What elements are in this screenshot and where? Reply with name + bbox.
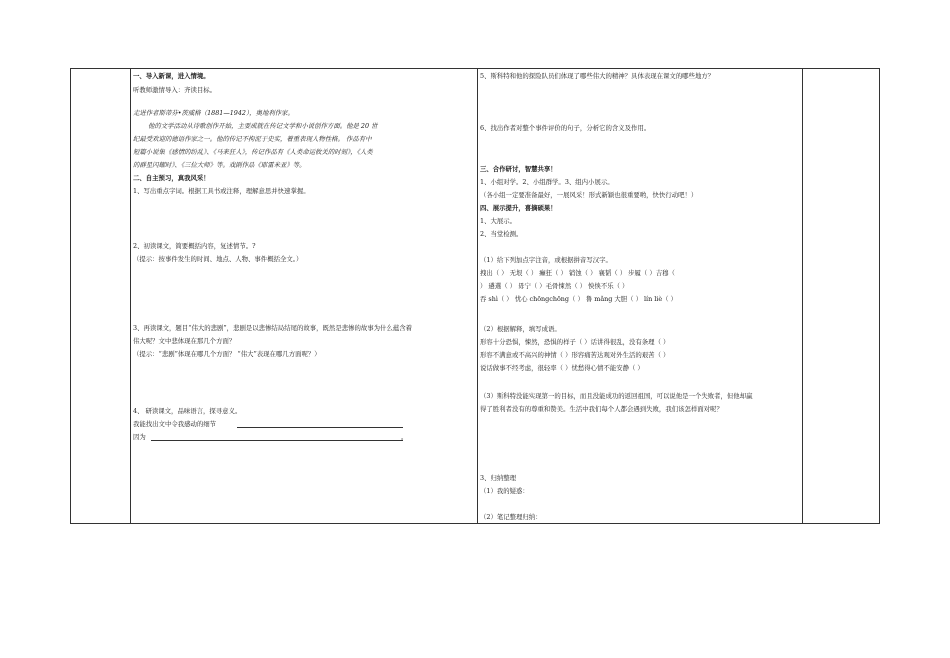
fill-in-line: 因为 — [133, 433, 146, 441]
author-intro: 的群星闪耀时》、《三位大师》等。戏剧作品《耶雷米亚》等。 — [133, 161, 306, 169]
exercise-text: 吞 shì（ ） 忧心 chōngchōng（ ） 鲁 mǎng 大胆（ ） lín liè（ ） — [480, 295, 677, 303]
fill-in-line-end: 。 — [401, 433, 408, 441]
answer-blank[interactable] — [237, 427, 403, 428]
text-line: （2）笔记整理归纳： — [480, 513, 542, 521]
exercise-text: ） 遴選（ ） 毋宁（ ）毛骨悚然（ ） 怏怏不乐（ ） — [480, 282, 629, 290]
exercise-text: （1）给下列加点字注音，或根据拼音写汉字。 — [480, 256, 612, 264]
answer-blank[interactable] — [151, 440, 403, 441]
exercise-text: 拽出（ ） 无垠（ ） 癫狂（ ） 销蚀（ ） 襄韬（ ） 步履（ ）吉穆（ — [480, 269, 675, 277]
text-line: （1）我的疑惑： — [480, 487, 529, 495]
exercise-text: 得了胜利者没有的尊重和赞美。生活中我们每个人都会遇到失败，我们该怎样面对呢？ — [480, 405, 723, 413]
exercise-text: 形容不满意或不高兴的神情（ ）形容痛苦达观对外生活的艰苦（ ） — [480, 351, 670, 359]
question-text: 1、写出重点字词。根据工具书或注释，理解意思并快速掌握。 — [133, 187, 310, 195]
column-divider — [802, 69, 803, 523]
column-divider — [477, 69, 478, 523]
author-intro: 短篇小说集《感情的纷乱》、《马来狂人》，传记作品有《人类命运攸关的时刻》，《人类 — [133, 148, 373, 156]
question-text: 5、斯科特和他的探险队员们体现了哪些伟大的精神？具体表现在课文的哪些地方？ — [480, 72, 715, 80]
text-line: 听教师激情导入：齐读目标。 — [133, 86, 217, 94]
exercise-text: 说话做事不经考虑，很轻率（ ）忧愁得心情不能安静（ ） — [480, 364, 644, 372]
hint-text: （提示：“悲剧”体现在哪几个方面？ “伟大”表现在哪几方面呢？） — [133, 350, 321, 358]
author-intro: 他的文学活动从诗歌创作开始，主要成就在传记文学和小说创作方面。他是 20 世 — [148, 122, 378, 130]
left-content-column — [133, 69, 475, 523]
exercise-text: 形容十分恐惧，悚然，恐惧的样子（ ）话讲得很乱，没有条理（ ） — [480, 338, 670, 346]
text-line: 1、大展示。 — [480, 217, 517, 225]
fill-in-line: 我能找出文中令我感动的细节 — [133, 420, 217, 428]
lesson-plan-table — [70, 68, 880, 524]
author-intro: 走进作者斯蒂芬•茨威格（1881—1942），奥地利作家。 — [133, 109, 294, 117]
exercise-text: （3）斯科特没能实现第一的目标，而且没能成功的返回祖国，可以说他是一个失败者，但他却赢 — [480, 392, 753, 400]
question-text: 伟大呢？文中悲体现在那几个方面？ — [133, 337, 236, 345]
section-heading: 三、合作研讨，智慧共享！ — [480, 165, 557, 173]
text-line: 3、归纳整理 — [480, 474, 517, 482]
column-divider — [130, 69, 131, 523]
question-text: 4、 研读课文，品味语言，探寻意义。 — [133, 407, 242, 415]
text-line: 1、小组对学。2、小组群学。3、组内小展示。 — [480, 178, 614, 186]
right-content-column — [480, 69, 800, 523]
exercise-text: （2）根据解释，填写成语。 — [480, 325, 561, 333]
section-heading: 二、自主预习，真我风采！ — [133, 174, 210, 182]
question-text: 3、再读课文，题目“伟大的悲剧”，悲剧是以悲惨结局结尾的故事，既然是悲惨的故事为什么蕴含着 — [133, 324, 413, 332]
text-line: （各小组一定要准备最好，一展风采！形式新颖也很重要哟，快快行动吧！） — [480, 191, 698, 199]
section-heading: 一、导入新课，进入情境。 — [133, 72, 210, 80]
text-line: 2、当堂检测。 — [480, 230, 523, 238]
question-text: 2、初读课文，简要概括内容，复述情节。? — [133, 242, 256, 250]
question-text: 6、找出作者对整个事件评价的句子，分析它的含义及作用。 — [480, 124, 651, 132]
hint-text: （提示：按事件发生的时间、地点、人物、事件概括全文。） — [133, 255, 303, 263]
section-heading: 四、展示提升，喜摘硕果！ — [480, 204, 557, 212]
author-intro: 纪最受欢迎的德语作家之一。他的传记不拘泥于史实，着重表现人物性格。 作品有中 — [133, 135, 372, 143]
